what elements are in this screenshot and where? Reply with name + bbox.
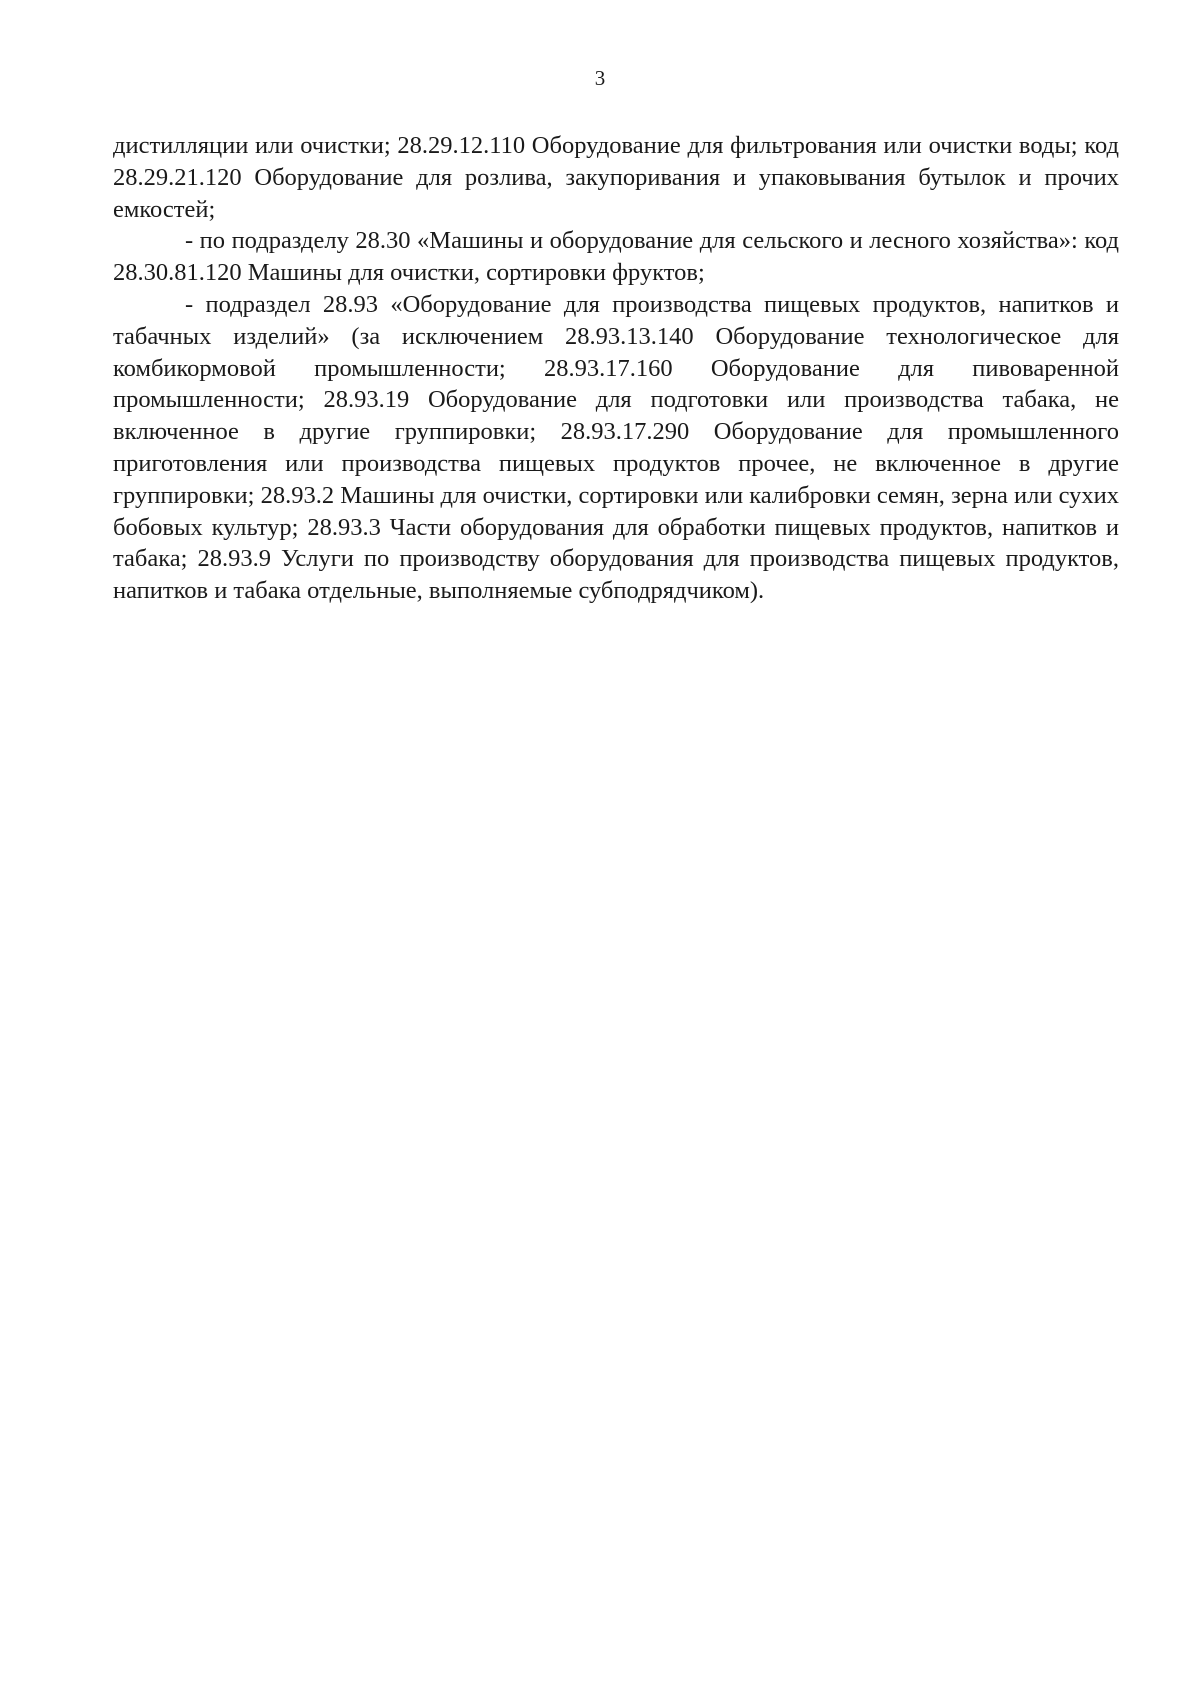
paragraph-continuation: дистилляции или очистки; 28.29.12.110 Оборудование для фильтрования или очистки воды; код 28.29.21.120 Оборудование для розлива, закупоривания и упаковывания бутылок и прочих емкостей; (113, 132, 1119, 223)
paragraph-subsection-28-30: - по подразделу 28.30 «Машины и оборудование для сельского и лесного хозяйства»: код 28.30.81.120 Машины для очистки, сортировки фруктов; (113, 227, 1119, 287)
paragraph-subsection-28-93: - подраздел 28.93 «Оборудование для производства пищевых продуктов, напитков и табачных изделий» (за исключением 28.93.13.140 Оборудование технологическое для комбикормовой промышленности; 28.93.17.160 Оборудование для пивоваренной промышленности; 28.93.19 Оборудование для подготовки или производства табака, не включенное в другие группировки; 28.93.17.290 Оборудование для промышленного приготовления или производства пищевых продуктов прочее, не включенное в другие группировки; 28.93.2 Машины для очистки, сортировки или калибровки семян, зерна или сухих бобовых культур; 28.93.3 Части оборудования для обработки пищевых продуктов, напитков и табака; 28.93.9 Услуги по производству оборудования для производства пищевых продуктов, напитков и табака отдельные, выполняемые субподрядчиком). (113, 290, 1119, 605)
document-body (113, 130, 1119, 607)
page-number: 3 (594, 66, 606, 90)
